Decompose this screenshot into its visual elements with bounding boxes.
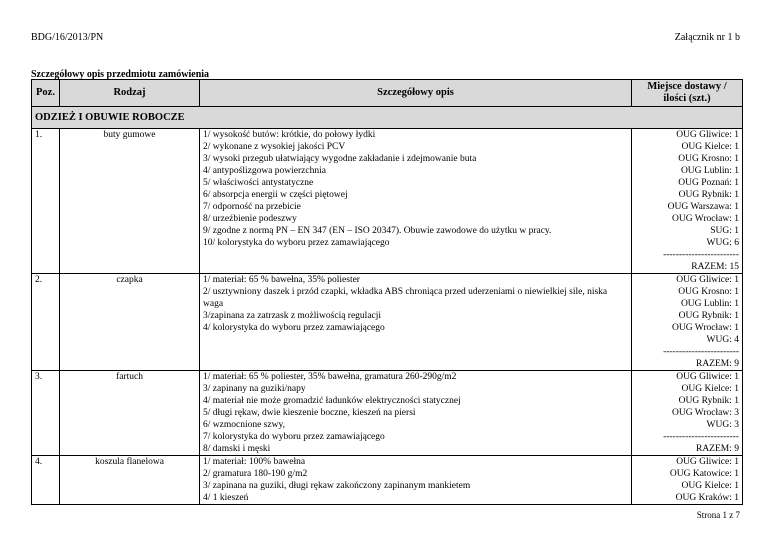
specification-table	[31, 79, 743, 505]
item-kind: czapka	[60, 274, 200, 371]
location-quantity: OUG Gliwice: 1	[676, 457, 739, 467]
header-rodzaj: Rodzaj	[60, 80, 200, 107]
description-line: 3/zapinana za zatrzask z możliwością regulacji	[203, 311, 382, 321]
description-line: 10/ kolorystyka do wyboru przez zamawiającego	[203, 238, 390, 248]
item-description	[200, 371, 632, 456]
description-line: 4/ antypoślizgowa powierzchnia	[203, 166, 326, 176]
description-line: 1/ materiał: 65 % bawełna, 35% poliester	[203, 275, 360, 285]
location-quantity: OUG Rybnik: 1	[678, 311, 739, 321]
delivery-locations	[632, 371, 743, 456]
item-kind: koszula flanelowa	[60, 456, 200, 505]
location-quantity: WUG: 4	[706, 335, 739, 345]
description-line: 6/ absorpcja energii w części piętowej	[203, 190, 348, 200]
item-description	[200, 274, 632, 371]
location-quantity: OUG Warszawa: 1	[667, 202, 739, 212]
description-line: 8/ damski i męski	[203, 444, 271, 454]
description-line: 2/ wykonane z wysokiej jakości PCV	[203, 142, 346, 152]
item-description	[200, 456, 632, 505]
section-title: ODZIEŻ I OBUWIE ROBOCZE	[32, 107, 743, 129]
location-quantity: OUG Krosno: 1	[678, 287, 739, 297]
description-line: 8/ urzeźbienie podeszwy	[203, 214, 297, 224]
description-line: 7/ kolorystyka do wyboru przez zamawiającego	[203, 432, 385, 442]
header-opis: Szczegółowy opis	[200, 80, 632, 107]
description-line: 1/ materiał: 100% bawełna	[203, 457, 306, 467]
location-quantity: ------------------------	[663, 347, 739, 357]
item-description	[200, 129, 632, 274]
table-row	[32, 274, 743, 371]
attachment-label: Załącznik nr 1 b	[674, 32, 740, 43]
item-kind: fartuch	[60, 371, 200, 456]
description-line: 5/ właściwości antystatyczne	[203, 178, 314, 188]
location-quantity: OUG Gliwice: 1	[676, 130, 739, 140]
table-header-row	[32, 80, 743, 107]
location-quantity: OUG Lublin: 1	[680, 299, 739, 309]
location-quantity: OUG Kielce: 1	[681, 384, 739, 394]
location-quantity: OUG Krosno: 1	[678, 154, 739, 164]
location-quantity: OUG Lublin: 1	[680, 166, 739, 176]
table-row	[32, 129, 743, 274]
description-line: 2/ usztywniony daszek i przód czapki, wkładka ABS chroniąca przed uderzeniami o niewielkiej sile, niska waga	[203, 287, 608, 309]
description-line: 3/ zapinany na guziki/napy	[203, 384, 306, 394]
location-quantity: RAZEM: 9	[695, 359, 739, 369]
page-number: Strona 1 z 7	[696, 510, 740, 520]
table-row	[32, 456, 743, 505]
delivery-locations	[632, 129, 743, 274]
delivery-locations	[632, 456, 743, 505]
description-line: 1/ wysokość butów: krótkie, do połowy łydki	[203, 130, 376, 140]
delivery-locations	[632, 274, 743, 371]
description-line: 7/ odporność na przebicie	[203, 202, 301, 212]
description-line: 9/ zgodne z normą PN – EN 347 (EN – ISO 20347). Obuwie zawodowe do użytku w pracy.	[203, 226, 552, 236]
item-number: 3.	[32, 371, 60, 456]
description-line: 4/ 1 kieszeń	[203, 493, 249, 503]
description-line: 6/ wzmocnione szwy,	[203, 420, 285, 430]
location-quantity: OUG Gliwice: 1	[676, 275, 739, 285]
location-quantity: OUG Wrocław: 1	[672, 214, 739, 224]
location-quantity: WUG: 6	[706, 238, 739, 248]
document-title: Szczegółowy opis przedmiotu zamówienia	[31, 69, 210, 80]
location-quantity: OUG Kielce: 1	[681, 142, 739, 152]
location-quantity: OUG Rybnik: 1	[678, 190, 739, 200]
location-quantity: ------------------------	[663, 250, 739, 260]
location-quantity: OUG Gliwice: 1	[676, 372, 739, 382]
description-line: 1/ materiał: 65 % poliester, 35% bawełna, gramatura 260-290g/m2	[203, 372, 457, 382]
location-quantity: OUG Wrocław: 3	[672, 408, 739, 418]
description-line: 3/ wysoki przegub ułatwiający wygodne zakładanie i zdejmowanie buta	[203, 154, 477, 164]
description-line: 2/ gramatura 180-190 g/m2	[203, 469, 308, 479]
description-line: 4/ materiał nie może gromadzić ładunków elektryczności statycznej	[203, 396, 461, 406]
location-quantity: OUG Kraków: 1	[675, 493, 739, 503]
item-number: 4.	[32, 456, 60, 505]
section-row	[32, 107, 743, 129]
document-reference: BDG/16/2013/PN	[31, 32, 104, 43]
header-poz: Poz.	[32, 80, 60, 107]
table-row	[32, 371, 743, 456]
item-kind: buty gumowe	[60, 129, 200, 274]
item-number: 2.	[32, 274, 60, 371]
description-line: 5/ długi rękaw, dwie kieszenie boczne, kieszeń na piersi	[203, 408, 416, 418]
location-quantity: ------------------------	[663, 432, 739, 442]
header-miejsce: Miejsce dostawy / ilości (szt.)	[632, 80, 743, 107]
location-quantity: OUG Katowice: 1	[669, 469, 739, 479]
location-quantity: RAZEM: 9	[695, 444, 739, 454]
item-number: 1.	[32, 129, 60, 274]
description-line: 3/ zapinana na guziki, długi rękaw zakończony zapinanym mankietem	[203, 481, 471, 491]
location-quantity: OUG Rybnik: 1	[678, 396, 739, 406]
location-quantity: WUG: 3	[706, 420, 739, 430]
location-quantity: OUG Wrocław: 1	[672, 323, 739, 333]
location-quantity: OUG Kielce: 1	[681, 481, 739, 491]
location-quantity: RAZEM: 15	[691, 262, 739, 272]
location-quantity: OUG Poznań: 1	[678, 178, 739, 188]
description-line: 4/ kolorystyka do wyboru przez zamawiającego	[203, 323, 385, 333]
location-quantity: SUG: 1	[710, 226, 739, 236]
